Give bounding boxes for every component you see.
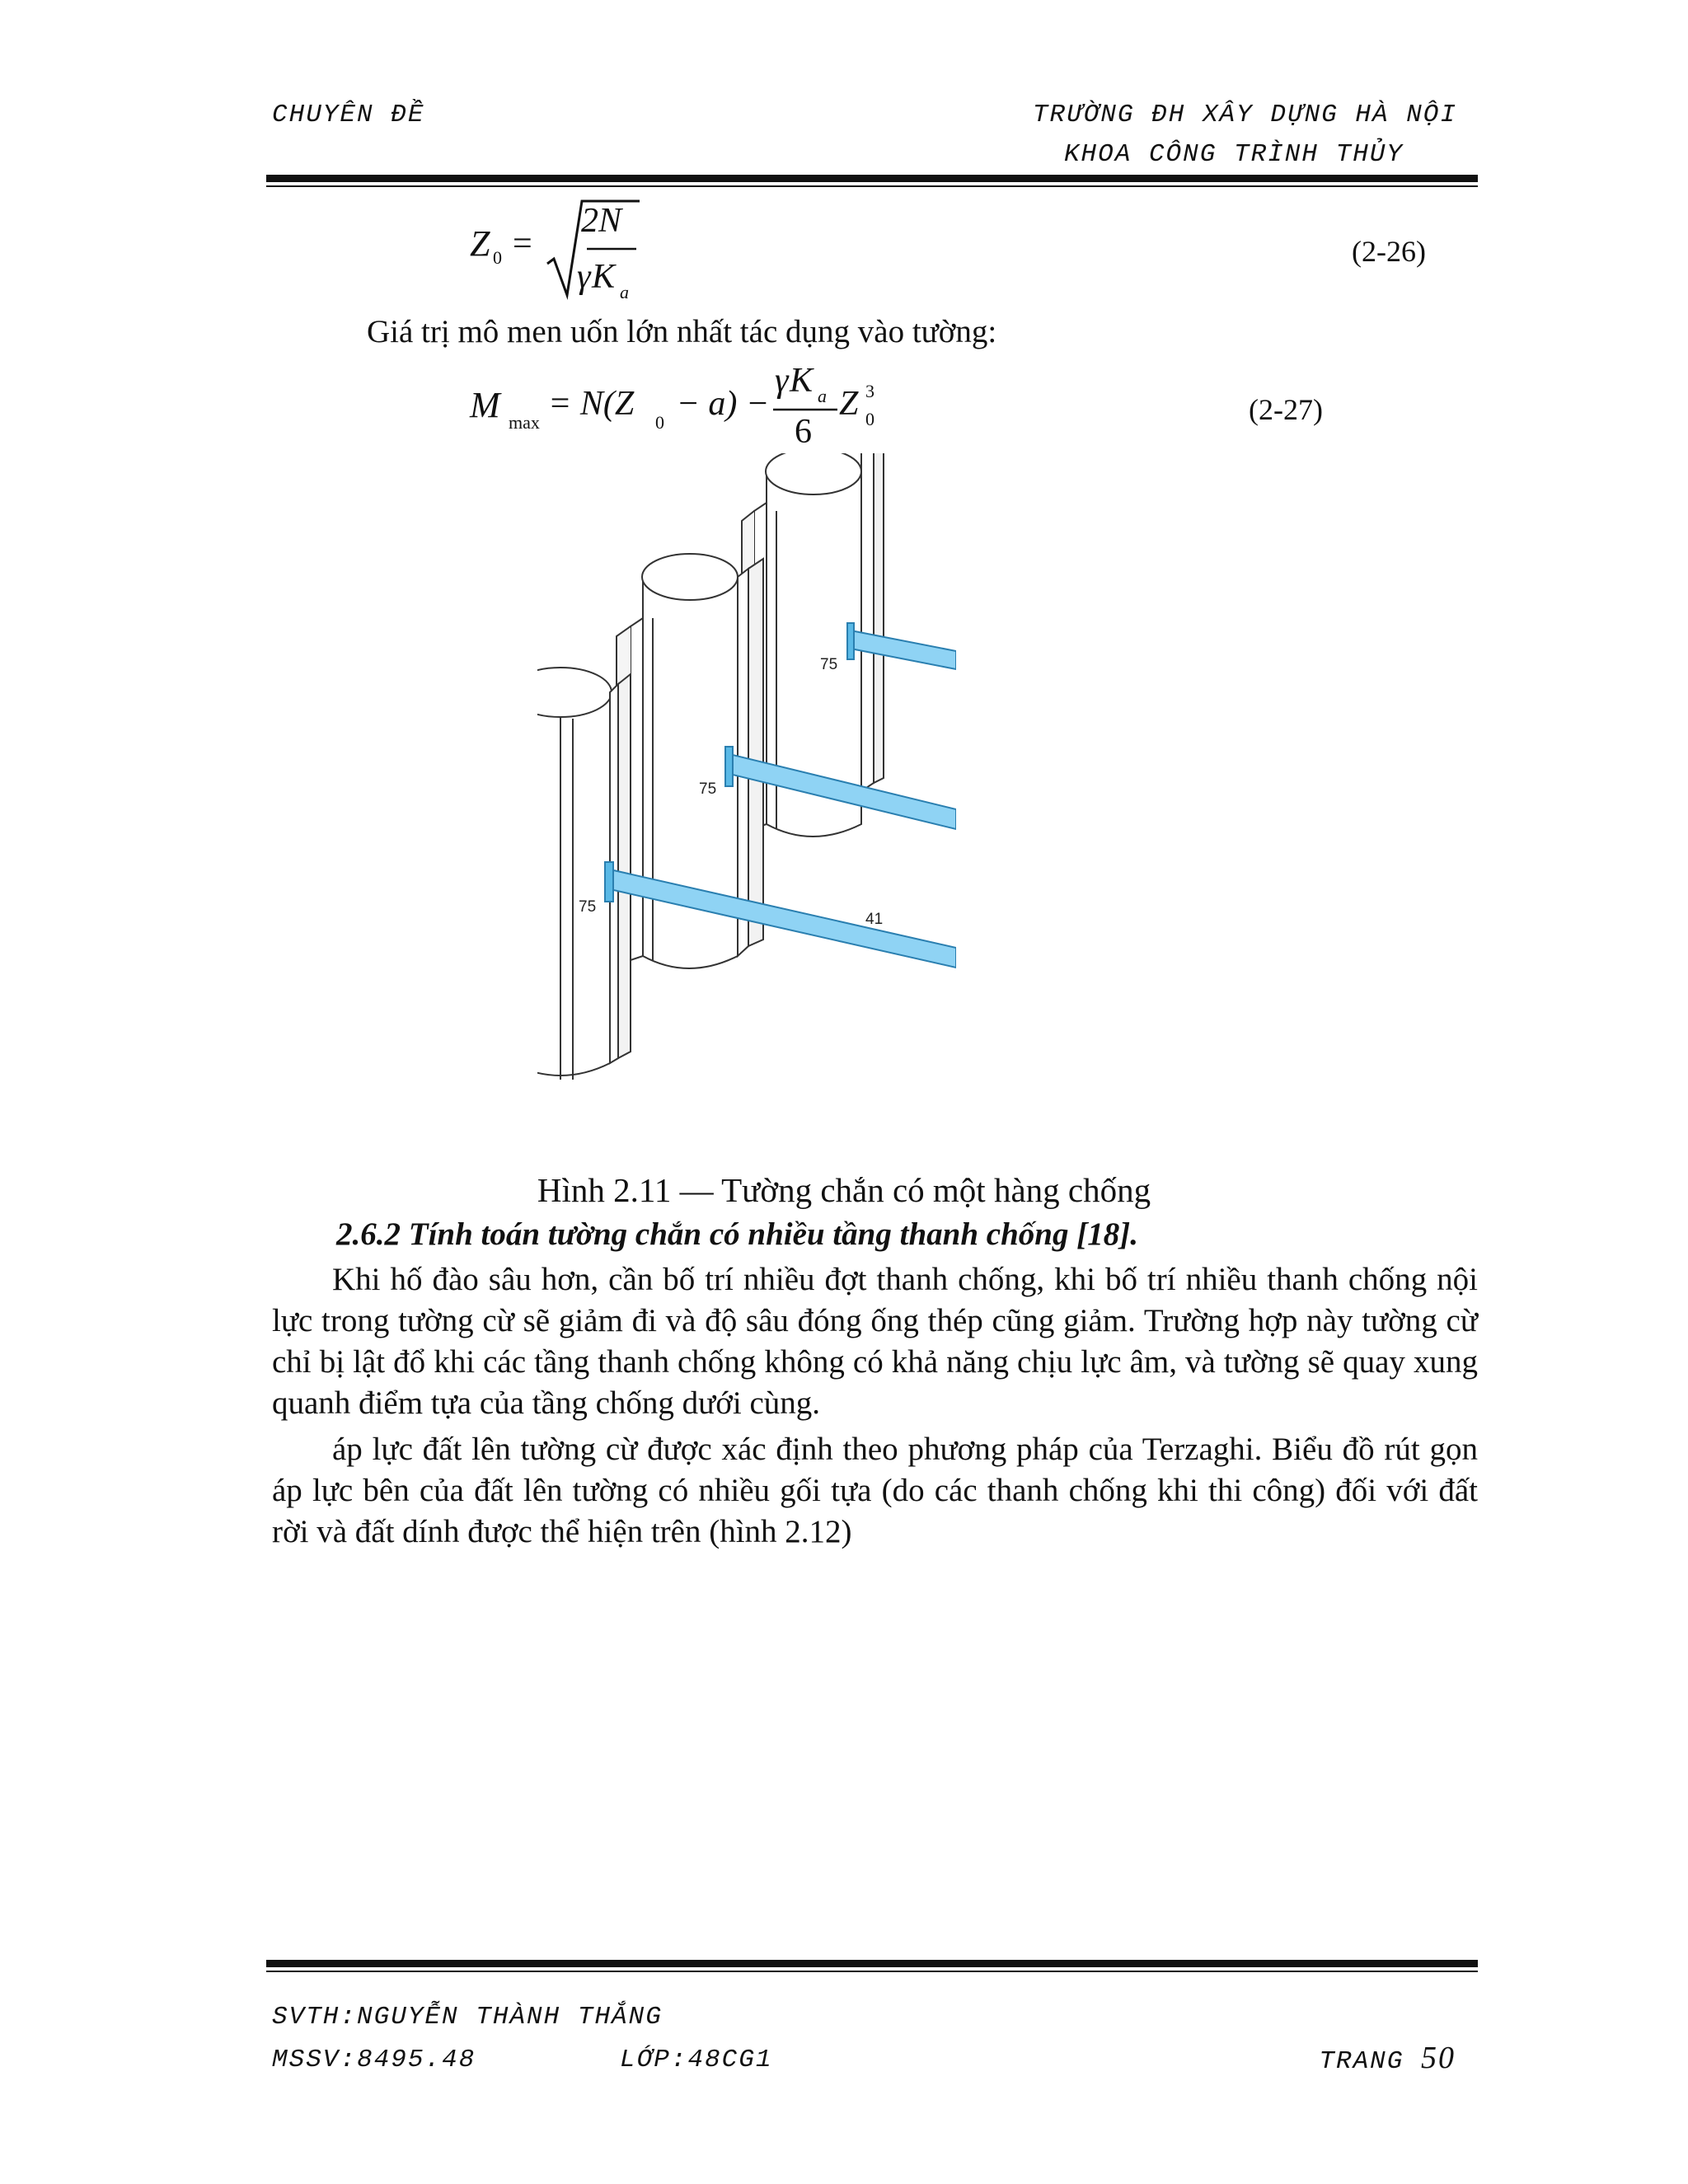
header-university: TRƯỜNG ĐH XÂY DỰNG HÀ NỘI bbox=[1032, 101, 1457, 129]
strut-label-bottom: 75 bbox=[579, 898, 597, 916]
formula-frac-gamma: γ bbox=[775, 362, 789, 400]
paragraph-1: Khi hố đào sâu hơn, cần bố trí nhiều đợt thanh chống, khi bố trí nhiều thanh chống nội lực trong tường cừ sẽ giảm đi và độ sâu đóng ống thép cũng giảm. Trường hợp này tường cừ chỉ bị lật đổ khi các tầng thanh chống không có khả năng chịu lực âm, và tường sẽ quay xung quanh điểm tựa của tầng chống dưới cùng. bbox=[272, 1262, 1478, 1421]
footer-rule-thick bbox=[266, 1960, 1478, 1967]
footer-page bbox=[1319, 2040, 1456, 2076]
footer-page-number: 50 bbox=[1421, 2041, 1456, 2075]
section-heading: 2.6.2 Tính toán tường chắn có nhiều tầng thanh chống [18]. bbox=[336, 1216, 1138, 1252]
formula-rhs-part2: − a) − bbox=[668, 385, 770, 423]
equation-number-2-26: (2-26) bbox=[1352, 235, 1426, 268]
formula-m-subscript: max bbox=[509, 412, 540, 433]
formula-z0-subscript: 0 bbox=[493, 247, 502, 268]
footer-rule-thin bbox=[266, 1971, 1478, 1972]
equation-number-2-27: (2-27) bbox=[1249, 393, 1323, 426]
formula-gamma: γ bbox=[577, 258, 591, 296]
footer-page-label: TRANG bbox=[1319, 2047, 1404, 2076]
header-rule-thick bbox=[266, 175, 1478, 182]
header-faculty: KHOA CÔNG TRÌNH THỦY bbox=[1063, 140, 1404, 169]
formula-z-superscript: 3 bbox=[865, 381, 874, 401]
formula-frac-k-subscript: a bbox=[818, 386, 827, 406]
strut-label-length: 41 bbox=[865, 911, 884, 928]
formula-rhs-subscript: 0 bbox=[655, 412, 664, 433]
paragraph-2: áp lực đất lên tường cừ được xác định theo phương pháp của Terzaghi. Biểu đồ rút gọn áp lực bên của đất lên tường có nhiều gối tựa (do các thanh chống khi thi công) đối với đất rời và đất dính được thể hiện trên (hình 2.12) bbox=[272, 1432, 1478, 1549]
moment-text: Giá trị mô men uốn lớn nhất tác dụng vào tường: bbox=[367, 314, 997, 349]
formula-z0-symbol: Z bbox=[470, 223, 490, 264]
strut-label-top: 75 bbox=[820, 656, 838, 673]
formula-z-symbol: Z bbox=[839, 385, 859, 423]
figure-caption: Hình 2.11 — Tường chắn có một hàng chống bbox=[537, 1171, 1151, 1209]
formula-m-symbol: M bbox=[470, 385, 500, 425]
header-rule-thin bbox=[266, 185, 1478, 187]
formula-equals: = bbox=[513, 225, 532, 263]
figure-sheet-pile-wall bbox=[528, 453, 956, 1080]
formula-rhs-part1: = N(Z bbox=[548, 385, 635, 423]
footer-student: SVTH:NGUYỄN THÀNH THẮNG bbox=[272, 2003, 663, 2032]
footer-mssv: MSSV:8495.48 bbox=[272, 2046, 476, 2074]
formula-z-subscript: 0 bbox=[865, 409, 874, 429]
formula-k: K bbox=[592, 258, 616, 296]
formula-k-subscript: a bbox=[620, 282, 629, 302]
footer-class: LỚP:48CG1 bbox=[620, 2046, 773, 2074]
formula-frac-k: K bbox=[790, 362, 814, 400]
formula-numerator: 2N bbox=[581, 202, 622, 240]
header-left: CHUYÊN ĐỀ bbox=[272, 101, 425, 129]
formula-frac-denominator: 6 bbox=[795, 413, 812, 451]
strut-label-middle: 75 bbox=[699, 780, 717, 798]
